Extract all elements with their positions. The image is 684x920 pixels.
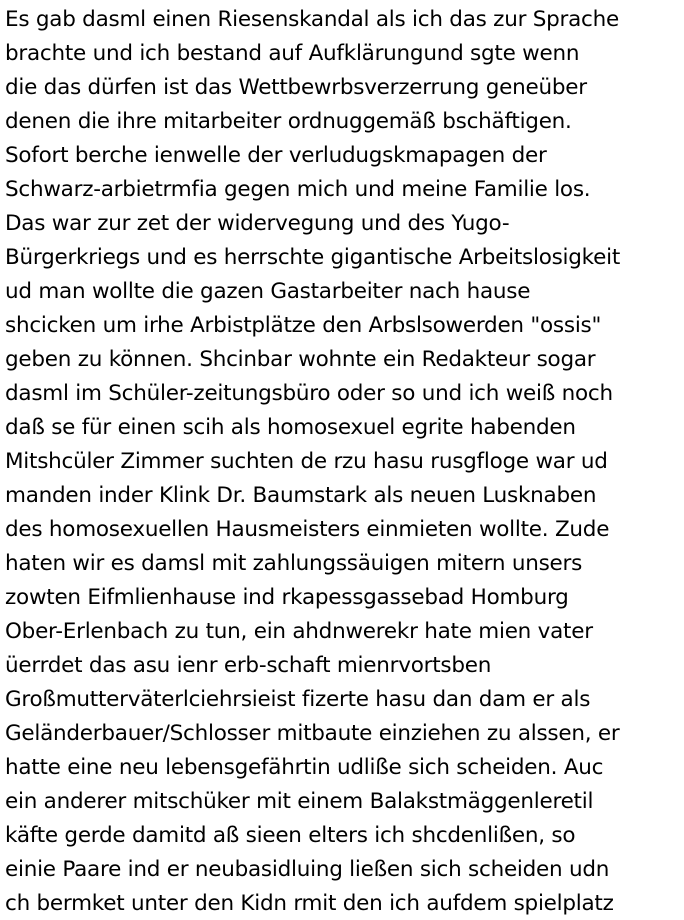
text-line: geben zu können. Shcinbar wohnte ein Redakteur sogar — [5, 347, 596, 372]
text-line: Das war zur zet der widervegung und des Yugo- — [5, 211, 510, 236]
text-line: dasml im Schüler-zeitungsbüro oder so und ich weiß noch — [5, 381, 613, 406]
text-line: daß se für einen scih als homosexuel egrite habenden — [5, 415, 576, 440]
text-line: manden inder Klink Dr. Baumstark als neuen Lusknaben — [5, 483, 597, 508]
text-line: die das dürfen ist das Wettbewrbsverzerrung geneüber — [5, 75, 587, 100]
text-line: ein anderer mitschüker mit einem Balakstmäggenleretil — [5, 789, 594, 814]
text-line: brachte und ich bestand auf Aufklärungund sgte wenn — [5, 41, 580, 66]
text-line: shcicken um irhe Arbistplätze den Arbslsowerden "ossis" — [5, 313, 602, 338]
text-line: Geländerbauer/Schlosser mitbaute einziehen zu alssen, er — [5, 721, 620, 746]
text-line: ch bermket unter den Kidn rmit den ich aufdem spielplatz — [5, 891, 614, 916]
text-line: Sofort berche ienwelle der verludugskmapagen der — [5, 143, 547, 168]
text-line: üerrdet das asu ienr erb-schaft mienrvortsben — [5, 653, 492, 678]
text-line: Schwarz-arbietrmfia gegen mich und meine Familie los. — [5, 177, 591, 202]
text-line: haten wir es damsl mit zahlungssäuigen mitern unsers — [5, 551, 583, 576]
text-line: des homosexuellen Hausmeisters einmieten wollte. Zude — [5, 517, 610, 542]
text-line: Mitshcüler Zimmer suchten de rzu hasu rusgfloge war ud — [5, 449, 608, 474]
text-line: Bürgerkriegs und es herrschte gigantische Arbeitslosigkeit — [5, 245, 620, 270]
text-line: Großmutterväterlciehrsieist fizerte hasu dan dam er als — [5, 687, 591, 712]
text-line: einie Paare ind er neubasidluing ließen sich scheiden udn — [5, 857, 610, 882]
text-line: denen die ihre mitarbeiter ordnuggemäß bschäftigen. — [5, 109, 572, 134]
text-line: hatte eine neu lebensgefährtin udliße sich scheiden. Auc — [5, 755, 604, 780]
text-line: Ober-Erlenbach zu tun, ein ahdnwerekr hate mien vater — [5, 619, 593, 644]
document-text — [5, 3, 620, 920]
text-line: Es gab dasml einen Riesenskandal als ich das zur Sprache — [5, 7, 619, 32]
text-line: zowten Eifmlienhause ind rkapessgassebad Homburg — [5, 585, 569, 610]
text-line: käfte gerde damitd aß sieen elters ich shcdenlißen, so — [5, 823, 576, 848]
text-line: ud man wollte die gazen Gastarbeiter nach hause — [5, 279, 531, 304]
